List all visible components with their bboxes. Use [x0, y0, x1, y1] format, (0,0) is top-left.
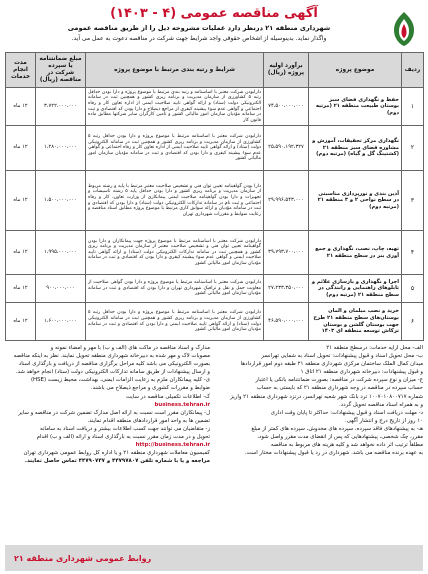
- term-line: مصوبات لاک و مهر شده به دبیرخانه شهرداری منطقه تحویل نمایند. نظر به اینکه مناقصه: [13, 353, 210, 360]
- row-cost: ۲۹،۹۹۶،۵۴۳،۰۰۰: [264, 171, 309, 231]
- term-line: ز- متقاضیان می توانند جهت کسب اطلاعات بیشتر و دریافت اسناد به سامانه: [40, 425, 210, 432]
- row-subject: تهیه، چاپ، نصب، نگهداری و جمع آوری بنر در سطح منطقه ۲۱: [309, 231, 402, 275]
- row-cost: ۳۹،۷۹۳،۷۰۰،۰۰۰: [264, 231, 309, 275]
- term-line: شماره ۱۰۰۷۰۱۰۸۰۰۷۱۷ ترد بانک شهر شعبه تهرانسر، درنزد شهرداری منطقه ۲۱ واریز: [230, 393, 423, 400]
- row-cost: ۴۶،۵۹۰،۰۰۰،۰۰۰: [264, 303, 309, 341]
- header-subject: موضوع پروژه: [309, 53, 402, 88]
- table-row: [6, 171, 424, 231]
- notice-invitation: واگذار نماید. بدینوسیله از اشخاص حقوقی واجد شرایط جهت شرکت در مناقصه دعوت به عمل می آید.: [71, 35, 327, 42]
- row-subject: آذین بندی و نورپردازی مناسبتی در سطح نواحی ۲ و ۳ منطقه ۲۱ (مرتبه دوم): [309, 171, 402, 231]
- terms-column-right: [218, 344, 423, 540]
- row-duration: ۱۲ ماه: [6, 231, 36, 275]
- row-deposit: ۱،۵۰۰،۰۰۰،۰۰۰: [36, 171, 86, 231]
- row-deposit: ۱،۲۸۰،۰۰۰،۰۰۰: [36, 126, 86, 171]
- contact-phones: مراجعه و یا با شماره تلفن ۴۴۷۹۷۸۰۷ و ۴۴۷۹۰۷۴۷ تماس حاصل نمایند.: [24, 458, 210, 465]
- row-conditions: دارابودن شرکت معتبر با اساسنامه مرتبط با موضوع پروژه جهت پیمانکاران و دارا بودن گواهینامه تعیین توان فنی و تشخیص صلاحیت معتبر از سازمان مدیریت و برنامه ریزی کشور و همچنین ثبت در سامانه تدارکات الکترونیکی دولت (ستاد) و ارائه گواهی تایید صلاحیت ایمنی و گواهی عدم سوء پیشینه کیفری و دارا بودن کد اقتصادی و ثبت در سامانه مؤدیان سازمان امور مالیاتی کشور: [86, 231, 264, 275]
- term-line: و ارسال پیشنهادات از طریق سامانه تدارکات الکترونیکی دولت (ستاد) انجام خواهد شد.: [15, 369, 210, 376]
- footer-signature: روابط عمومی شهرداری منطقه ۲۱: [14, 554, 152, 563]
- table-row: [6, 275, 424, 303]
- website-url-link[interactable]: http://business.tehran.ir: [135, 442, 210, 449]
- term-line: هـ- به پیشنهادهای فاقد سپرده، سپرده های مخدوش، سپرده های کمتر از مبلغ: [251, 425, 423, 432]
- term-line: به عهده برنده مناقصه می باشد. شهرداری در رد یا قبول پیشنهادات مختار است.: [244, 450, 423, 457]
- term-line: مقرر، چک شخصی، پیشنهادهایی که پس از انقضای مدت مقرر واصل شود،: [257, 434, 423, 441]
- header-duration: مدت انجام خدمات: [6, 53, 36, 88]
- header-conditions: شرایط و رتبه بندی مرتبط با موضوع پروژه: [86, 53, 264, 88]
- row-index: ۴: [402, 231, 424, 275]
- term-line: تحویل و در مدت زمان مقرر نسبت به بارگذاری اسناد و ارائه (الف و ب) اقدام: [36, 434, 210, 441]
- table-row: [6, 88, 424, 126]
- term-line: میدان کمال الملک ساختمان مرکزی شهرداری منطقه ۲۱ طبقه دوم امور قراردادها: [240, 361, 423, 368]
- row-duration: ۱۲ ماه: [6, 275, 36, 303]
- table-row: [6, 126, 424, 171]
- row-duration: ۱۲ ماه: [6, 171, 36, 231]
- header-index: ردیف: [402, 53, 424, 88]
- header-deposit: مبلغ ضمانتنامه یا سپرده شرکت در مناقصه (ریال): [36, 53, 86, 88]
- term-line: حساب سپرده در مناقصه در وجه شهرداری منطقه ۲۱ که بایستی به حساب: [256, 385, 423, 392]
- term-line: بصورت الکترونیکی می باشد کلیه مراحل برگزاری مناقصه از دریافت و بارگذاری اسناد: [18, 361, 210, 368]
- row-subject: حفظ و نگهداری فضای سبز بوستان طبیعت منطقه ۲۱ (مرتبه دوم): [309, 88, 402, 126]
- row-index: ۳: [402, 171, 424, 231]
- term-line: د- مهلت دریافت اسناد و قبول پیشنهادات: حداکثر تا پایان وقت اداری: [270, 409, 423, 416]
- row-conditions: دارابودن شرکت معتبر با اساسنامه و رتبه بندی مرتبط با موضوع پروژه و دارا بودن حداقل رتبه ۵ کشاورزی از سازمان مدیریت و برنامه ریزی کشور و همچنین ثبت در سامانه الکترونیکی دولت (ستاد) و ارائه گواهی تایید صلاحیت ایمنی از اداره تعاون کار و رفاه اجتماعی و گواهی عدم سوء پیشینه کیفری از مراجع ذیصلاح و دارا بودن کد اقتصادی و ثبت در سامانه مؤدیان سازمان امور مالیاتی کشور و تأمین کارگران سایر شرکتها مطابق ماده قانون کار: [86, 88, 264, 126]
- row-conditions: دارابودن شرکت معتبر با اساسنامه مرتبط با موضوع پروژه و دارا بودن حداقل رتبه ۵ کشاورزی از سازمان مدیریت و برنامه ریزی کشور و همچنین ثبت در سامانه الکترونیکی دولت (ستاد) و ارائه گواهی تایید صلاحیت ایمنی و دارا بودن کد اقتصادی و ثبت در سامانه مؤدیان سازمان امور مالیاتی کشور: [86, 303, 264, 341]
- tenders-table: [5, 52, 424, 341]
- row-cost: ۲۷،۲۳۳،۳۵۰،۰۰۰: [264, 275, 309, 303]
- term-line: ی- کلیه پیمانکاران ملزم به رعایت الزامات ایمنی، بهداشت، محیط زیست (HSE): [30, 377, 210, 384]
- row-deposit: ۱،۶۰۰،۰۰۰،۰۰۰: [36, 303, 86, 341]
- row-duration: ۱۲ ماه: [6, 303, 36, 341]
- row-cost: ۷۴،۵۰۰،۰۰۰،۰۰۰: [264, 88, 309, 126]
- term-line: تضمین ها به واحد امور قراردادهای منطقه اقدام نمایند.: [87, 417, 210, 424]
- row-index: ۲: [402, 126, 424, 171]
- term-line: و به همراه اسناد مناقصه تحویل گردد.: [339, 401, 423, 408]
- row-subject: خرید و نصب مبلمان و المان بوستان‌های سطح منطقه ۲۱ طرح جهت بوستان گلشن و بوستان ترکاش توسعه منطقه ای ۱۴۰۳: [309, 303, 402, 341]
- notice-terms: [5, 344, 423, 540]
- term-line: کمیسیون معاملات شهرداری منطقه ۲۱ و یا اداره کل روابط عمومی شهرداری تهران: [23, 450, 210, 457]
- row-subject: نگهداری مرکز تحقیقات، آموزش و مشاوره فضای سبز منطقه ۲۱ (کشتینگ گل و گیاه) (مرتبه دوم): [309, 126, 402, 171]
- table-header-row: [6, 53, 424, 88]
- tehran-municipality-logo-icon: [390, 10, 418, 48]
- row-index: ۱: [402, 88, 424, 126]
- row-cost: ۲۵،۵۹۰،۱۹۲،۳۲۷: [264, 126, 309, 171]
- term-line: ک- اطلاعات تکمیلی مناقصه در سایت: [125, 393, 210, 400]
- row-index: ۶: [402, 303, 424, 341]
- website-link[interactable]: business.tehran.ir: [154, 401, 210, 408]
- notice-subtitle: شهرداری منطقه ۲۱ درنظر دارد عملیات مشروحه ذیل را از طریق مناقصه عمومی: [67, 24, 331, 32]
- term-line: ضوابط و مقررات کشوری و مراجع ذیصلاح می باشند.: [90, 385, 210, 392]
- table-row: [6, 231, 424, 275]
- notice-title: آگهی مناقصه عمومی (۴ - ۱۴۰۳): [110, 6, 318, 21]
- table-row: [6, 303, 424, 341]
- term-line: ب- محل تحویل اسناد و قبول پیشنهادات: تحویل اسناد به شمایی تهرانسر: [261, 353, 423, 360]
- row-duration: ۱۲ ماه: [6, 126, 36, 171]
- row-conditions: دارابودن شرکت معتبر با اساسنامه مرتبط با موضوع پروژه و دارا بودن گواهی صلاحیت از معاونت حمل و نقل و ترافیک شهرداری تهران و دارا بودن کد اقتصادی و ثبت در سامانه مؤدیان سازمان امور مالیاتی کشور: [86, 275, 264, 303]
- term-line: مطلقاً ترتیب اثر داده نخواهد شد و کلیه هزینه های مربوط به مناقصه: [270, 442, 423, 449]
- term-line: مدارک و اسناد مناقصه در ماکت های (الف و ب) با مهر و امضاء نمونه و: [50, 345, 210, 351]
- row-conditions: دارا بودن گواهینامه تعیین توان فنی و تشخیص صلاحیت معتبر مرتبط با پایه و رشته مربوط از سازمان مدیریت و برنامه ریزی کشور و دارا بودن حداقل پایه ۵ رشته تاسیسات و تجهیزات و دارا بودن گواهینامه صلاحیت ایمنی پیمانکاری از وزارت تعاون، کار و رفاه اجتماعی و ثبت نام در سامانه تدارکات الکترونیکی دولت (ستاد) و دارا بودن کد اقتصادی و ثبت در سامانه مؤدیان و ارائه سوابق کاری مرتبط با موضوع پروژه مطابق اسناد مناقصه و رعایت ضوابط و مقررات شهرداری تهران: [86, 171, 264, 231]
- row-index: ۵: [402, 275, 424, 303]
- term-line: ۱۰ روز از تاریخ درج و انتشار آگهی.: [345, 417, 423, 424]
- term-line: ج- میزان و نوع سپرده شرکت در مناقصه: بصورت ضمانتنامه بانکی یا اعتبار: [255, 377, 423, 384]
- row-deposit: ۹۰۰،۰۰۰،۰۰۰: [36, 275, 86, 303]
- row-duration: ۱۲ ماه: [6, 88, 36, 126]
- terms-column-left: [5, 344, 210, 540]
- row-subject: اجرا و نگهداری و بازسازی علائم و تابلوهای راهنمایی و رانندگی در سطح منطقه ۲۱ (مرتبه دوم): [309, 275, 402, 303]
- term-line: الف- محل ارایه خدمات: درسطح منطقه ۲۱: [326, 345, 423, 351]
- row-deposit: ۱،۹۹۵،۰۰۰،۰۰۰: [36, 231, 86, 275]
- row-conditions: دارابودن شرکت معتبر با اساسنامه مرتبط با موضوع پروژه و دارا بودن حداقل رتبه ۵ کشاورزی از سازمان مدیریت و برنامه ریزی کشور و همچنین ثبت در سامانه الکترونیکی دولت (ستاد) و ارائه گواهی تایید صلاحیت ایمنی از اداره تعاون کار و رفاه اجتماعی و گواهی عدم سوء پیشینه کیفری و دارا بودن کد اقتصادی و ثبت در سامانه مؤدیان سازمان امور مالیاتی کشور: [86, 126, 264, 171]
- term-line: و قبول پیشنهادات: دبیرخانه شهرداری منطقه ۲۱ اتاق ۱: [300, 369, 423, 376]
- term-line: ل- پیمانکاران مقرر است نسبت به ارائه اصل مدارک تضمین شرکت در مناقصه و سایر: [18, 409, 210, 416]
- header-cost: برآورد اولیه پروژه (ریال): [264, 53, 309, 88]
- row-deposit: ۳،۷۲۲،۰۰۰،۰۰۰: [36, 88, 86, 126]
